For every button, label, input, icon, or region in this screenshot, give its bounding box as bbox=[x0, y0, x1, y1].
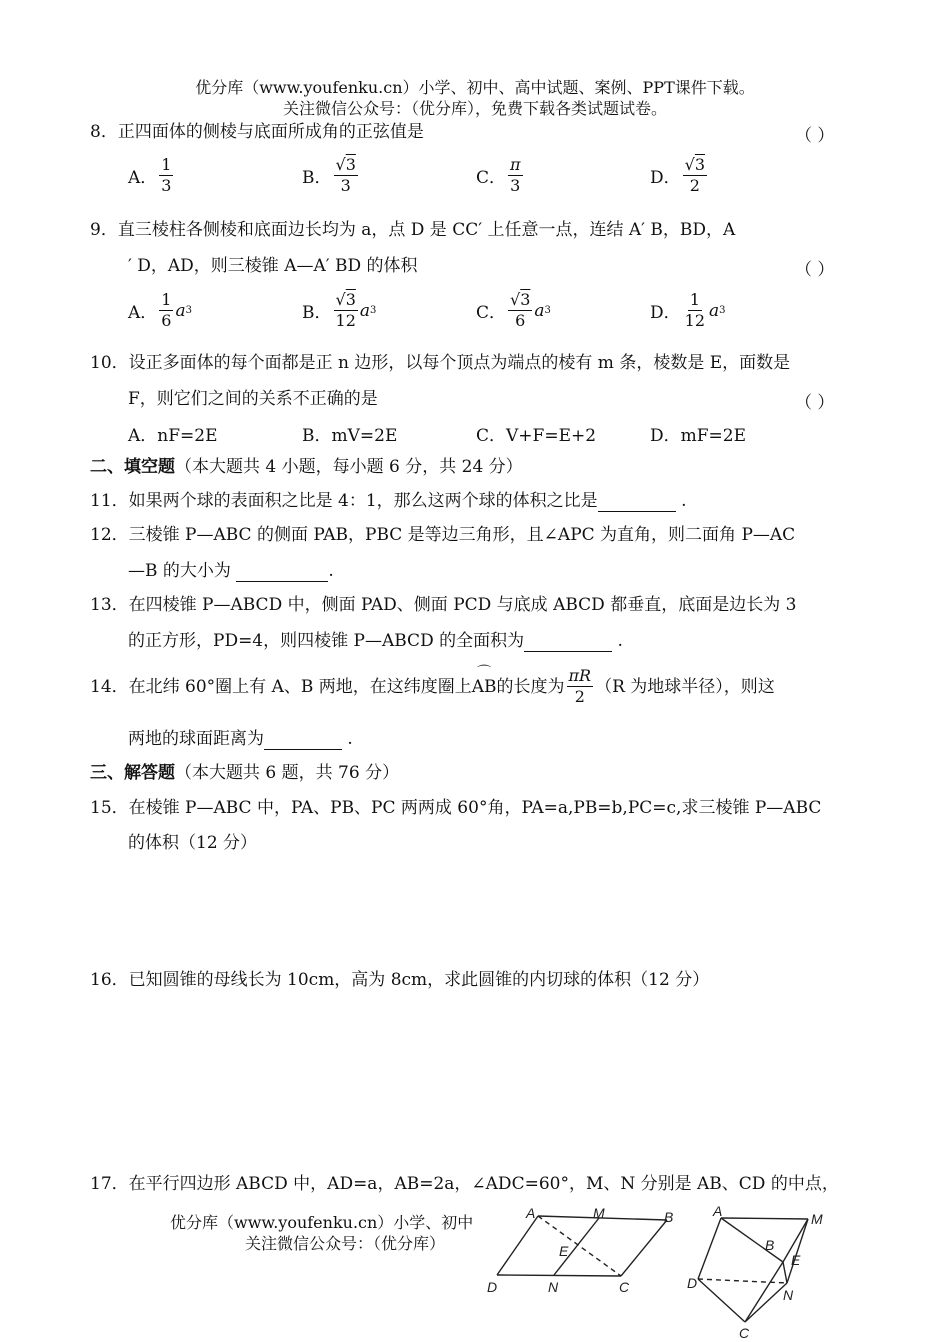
diagonal-ac bbox=[538, 1216, 621, 1276]
edge-am bbox=[721, 1218, 808, 1219]
label-a: A bbox=[713, 1203, 723, 1219]
q11-text: 11．如果两个球的表面积之比是 4：1，那么这两个球的体积之比是 bbox=[90, 491, 598, 511]
q9-option-d: D． $\frac{1}{12}$ a 3 bbox=[650, 290, 726, 330]
label-c: C bbox=[739, 1325, 750, 1340]
label-m: M bbox=[593, 1205, 605, 1221]
arc-mark-icon: ⌒ bbox=[477, 664, 492, 681]
q14-arc-ab: ⌒ AB bbox=[471, 664, 497, 697]
label-d: D bbox=[487, 1279, 498, 1295]
label-c: C bbox=[619, 1279, 630, 1295]
q14-line-1 bbox=[90, 666, 775, 707]
q14-line-2-text: 两地的球面距离为 bbox=[128, 729, 264, 749]
q10-option-d: D．mF=2E bbox=[650, 426, 747, 446]
label-m: M bbox=[811, 1211, 823, 1227]
q13-line-2-text: 的正方形，PD=4，则四棱锥 P—ABCD 的全面积为 bbox=[128, 631, 525, 651]
q9-option-c: C． $\frac{√3}{6}$ a 3 bbox=[476, 290, 551, 330]
q12-end: . bbox=[328, 561, 334, 581]
q14-line-2 bbox=[128, 728, 353, 750]
label-n: N bbox=[548, 1279, 559, 1295]
label-n: N bbox=[783, 1287, 794, 1303]
q8-answer-paren: （ ） bbox=[795, 126, 835, 146]
q17: 17．在平行四边形 ABCD 中，AD=a，AB=2a，∠ADC=60°，M、N 分别是 AB、CD 的中点， bbox=[90, 1174, 839, 1194]
q15-line-1: 15．在棱锥 P—ABC 中，PA、PB、PC 两两成 60°角，PA=a,PB=b,PC=c,求三棱锥 P—ABC bbox=[90, 798, 822, 818]
q12-line-2-text: —B 的大小为 bbox=[128, 561, 237, 581]
q8-option-b: B． $\frac{√3}{3}$ bbox=[302, 155, 356, 195]
q14-fraction: $\frac{\pi R}{2}$ bbox=[568, 666, 592, 706]
edge-bn bbox=[783, 1262, 787, 1283]
edge-dn-hidden bbox=[698, 1279, 787, 1283]
footer-line-1: 优分库（www.youfenku.cn）小学、初中 bbox=[170, 1213, 474, 1232]
edge-ad bbox=[698, 1218, 721, 1279]
q12-line-2 bbox=[128, 560, 334, 582]
q8-stem: 8．正四面体的侧棱与底面所成角的正弦值是 bbox=[90, 122, 424, 142]
q10-line-1: 10．设正多面体的每个面都是正 n 边形，以每个顶点为端点的棱有 m 条，棱数是 E，面数是 bbox=[90, 353, 791, 373]
section-2-title: 二、填空题 bbox=[90, 457, 175, 477]
q11-answer-blank[interactable] bbox=[598, 493, 676, 512]
q10-option-a: A．nF=2E bbox=[128, 426, 218, 446]
q14-end: . bbox=[342, 729, 353, 749]
edge-ad bbox=[497, 1216, 538, 1275]
section-2-desc: （本大题共 4 小题，每小题 6 分，共 24 分） bbox=[175, 457, 523, 477]
q8-option-a: A． $\frac{1}{3}$ bbox=[128, 155, 172, 195]
figure-folded-solid bbox=[685, 1202, 840, 1340]
q16: 16．已知圆锥的母线长为 10cm，高为 8cm，求此圆锥的内切球的体积（12 分） bbox=[90, 970, 710, 990]
q9-answer-paren: （ ） bbox=[795, 260, 835, 280]
q12-line-1: 12．三棱锥 P—ABC 的侧面 PAB，PBC 是等边三角形，且∠APC 为直角，则二面角 P—AC bbox=[90, 525, 796, 545]
edge-dc bbox=[698, 1279, 745, 1322]
label-b: B bbox=[664, 1209, 674, 1225]
figure-parallelogram bbox=[482, 1202, 692, 1300]
q12-answer-blank[interactable] bbox=[236, 563, 328, 582]
q11 bbox=[90, 490, 686, 512]
q13-line-1: 13．在四棱锥 P—ABCD 中，侧面 PAD、侧面 PCD 与底成 ABCD 都垂直，底面是边长为 3 bbox=[90, 595, 797, 615]
q15-line-2: 的体积（12 分） bbox=[128, 833, 258, 853]
q14-post: （R 为地球半径），则这 bbox=[595, 676, 775, 697]
q14-pre: 14．在北纬 60°圈上有 A、B 两地，在这纬度圈上 bbox=[90, 676, 472, 697]
header-line-2: 关注微信公众号：（优分库），免费下载各类试题试卷。 bbox=[282, 99, 667, 118]
section-3-heading bbox=[90, 762, 399, 784]
q14-mid: 的长度为 bbox=[496, 676, 565, 697]
q9-line-2: ′ D，AD，则三棱锥 A—A′ BD 的体积 bbox=[128, 256, 418, 276]
q10-option-b: B．mV=2E bbox=[302, 426, 398, 446]
q9-line-1: 9．直三棱柱各侧棱和底面边长均为 a，点 D 是 CC′ 上任意一点，连结 A′ B，BD，A bbox=[90, 220, 736, 240]
q8-option-c: C． $\frac{\pi}{3}$ bbox=[476, 155, 521, 195]
q11-end: . bbox=[675, 491, 687, 511]
section-3-title: 三、解答题 bbox=[90, 763, 175, 783]
q8-option-d: D． $\frac{√3}{2}$ bbox=[650, 155, 706, 195]
q9-option-b: B． $\frac{√3}{12}$ a 3 bbox=[302, 290, 377, 330]
label-b: B bbox=[765, 1237, 775, 1253]
label-d: D bbox=[687, 1275, 698, 1291]
q9-option-a: A． $\frac{1}{6}$ a 3 bbox=[128, 290, 192, 330]
q13-line-2 bbox=[128, 630, 623, 652]
edge-bc bbox=[621, 1220, 667, 1276]
label-e: E bbox=[559, 1243, 569, 1259]
footer-line-2: 关注微信公众号：（优分库） bbox=[245, 1234, 446, 1253]
header-line-1: 优分库（www.youfenku.cn）小学、初中、高中试题、案例、PPT课件下载。 bbox=[195, 78, 755, 97]
q13-answer-blank[interactable] bbox=[524, 633, 612, 652]
edge-dc bbox=[497, 1275, 621, 1276]
label-e: E bbox=[791, 1252, 801, 1268]
q10-answer-paren: （ ） bbox=[795, 393, 835, 413]
q13-end: . bbox=[612, 631, 623, 651]
q14-answer-blank[interactable] bbox=[264, 731, 342, 750]
section-2-heading bbox=[90, 456, 523, 478]
q10-line-2: F，则它们之间的关系不正确的是 bbox=[128, 389, 378, 409]
label-a: A bbox=[526, 1205, 536, 1221]
q10-option-c: C．V+F=E+2 bbox=[476, 426, 597, 446]
section-3-desc: （本大题共 6 题，共 76 分） bbox=[175, 763, 400, 783]
